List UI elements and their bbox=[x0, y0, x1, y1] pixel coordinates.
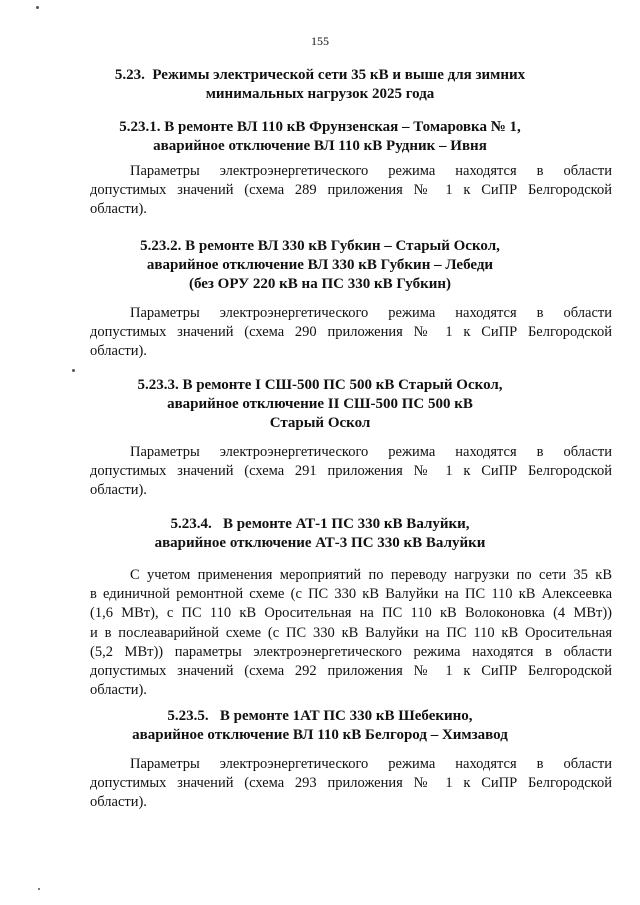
heading-line: аварийное отключение ВЛ 110 кВ Белгород – Химзавод bbox=[132, 727, 508, 743]
paragraph-line: области). bbox=[90, 794, 147, 811]
paragraph-line: (1,6 МВт), с ПС 110 кВ Оросительная на ПС 110 кВ Волоконовка (4 МВт)) bbox=[90, 605, 612, 622]
page-number: 155 bbox=[311, 34, 329, 48]
heading-line: аварийное отключение II СШ-500 ПС 500 кВ bbox=[167, 396, 473, 412]
paragraph-line: и в послеаварийной схеме (с ПС 330 кВ Валуйки на ПС 110 кВ Оросительная bbox=[90, 624, 612, 641]
paragraph-line: С учетом применения мероприятий по переводу нагрузки по сети 35 кВ bbox=[130, 567, 612, 583]
heading-line: 5.23.5. В ремонте 1АТ ПС 330 кВ Шебекино, bbox=[167, 708, 473, 724]
paragraph-line: области). bbox=[90, 201, 147, 218]
section-paragraph bbox=[90, 304, 612, 362]
paragraph-line: Параметры электроэнергетического режима находятся в области bbox=[130, 305, 612, 321]
scan-speck bbox=[36, 6, 39, 9]
paragraph-line: (5,2 МВт)) параметры электроэнергетического режима находятся в области bbox=[90, 643, 612, 660]
section-paragraph bbox=[90, 443, 612, 501]
paragraph-line: допустимых значений (схема 292 приложения № 1 к СиПР Белгородской bbox=[90, 663, 612, 680]
heading-line: (без ОРУ 220 кВ на ПС 330 кВ Губкин) bbox=[188, 276, 452, 292]
section-paragraph bbox=[90, 566, 612, 700]
main-title-line: минимальных нагрузок 2025 года bbox=[205, 86, 435, 102]
section-heading bbox=[0, 118, 640, 156]
heading-line: аварийное отключение ВЛ 110 кВ Рудник – Ивня bbox=[153, 138, 487, 154]
heading-line: 5.23.2. В ремонте ВЛ 330 кВ Губкин – Старый Оскол, bbox=[140, 238, 500, 254]
paragraph-line: Параметры электроэнергетического режима находятся в области bbox=[130, 444, 612, 460]
scan-speck bbox=[72, 369, 75, 372]
paragraph-line: Параметры электроэнергетического режима находятся в области bbox=[130, 163, 612, 179]
heading-line: 5.23.3. В ремонте I СШ-500 ПС 500 кВ Старый Оскол, bbox=[137, 377, 503, 393]
paragraph-line: в единичной ремонтной схеме (с ПС 330 кВ Валуйки на ПС 110 кВ Алексеевка bbox=[90, 586, 612, 603]
paragraph-line: допустимых значений (схема 293 приложения № 1 к СиПР Белгородской bbox=[90, 775, 612, 792]
heading-line: Старый Оскол bbox=[269, 415, 371, 431]
heading-line: 5.23.4. В ремонте АТ-1 ПС 330 кВ Валуйки, bbox=[170, 516, 470, 532]
section-heading bbox=[0, 237, 640, 294]
scan-speck bbox=[38, 888, 40, 890]
heading-line: аварийное отключение АТ-3 ПС 330 кВ Валуйки bbox=[154, 535, 486, 551]
section-paragraph bbox=[90, 755, 612, 813]
section-paragraph bbox=[90, 162, 612, 220]
paragraph-line: области). bbox=[90, 343, 147, 360]
main-title-line: 5.23. Режимы электрической сети 35 кВ и выше для зимних bbox=[114, 67, 526, 83]
heading-line: 5.23.1. В ремонте ВЛ 110 кВ Фрунзенская – Томаровка № 1, bbox=[119, 119, 521, 135]
paragraph-line: области). bbox=[90, 482, 147, 499]
main-title bbox=[0, 66, 640, 104]
section-heading bbox=[0, 515, 640, 553]
paragraph-line: Параметры электроэнергетического режима находятся в области bbox=[130, 756, 612, 772]
paragraph-line: допустимых значений (схема 290 приложения № 1 к СиПР Белгородской bbox=[90, 324, 612, 341]
section-heading bbox=[0, 376, 640, 433]
heading-line: аварийное отключение ВЛ 330 кВ Губкин – Лебеди bbox=[146, 257, 494, 273]
paragraph-line: допустимых значений (схема 289 приложения № 1 к СиПР Белгородской bbox=[90, 182, 612, 199]
paragraph-line: допустимых значений (схема 291 приложения № 1 к СиПР Белгородской bbox=[90, 463, 612, 480]
section-heading bbox=[0, 707, 640, 745]
paragraph-line: области). bbox=[90, 682, 147, 699]
